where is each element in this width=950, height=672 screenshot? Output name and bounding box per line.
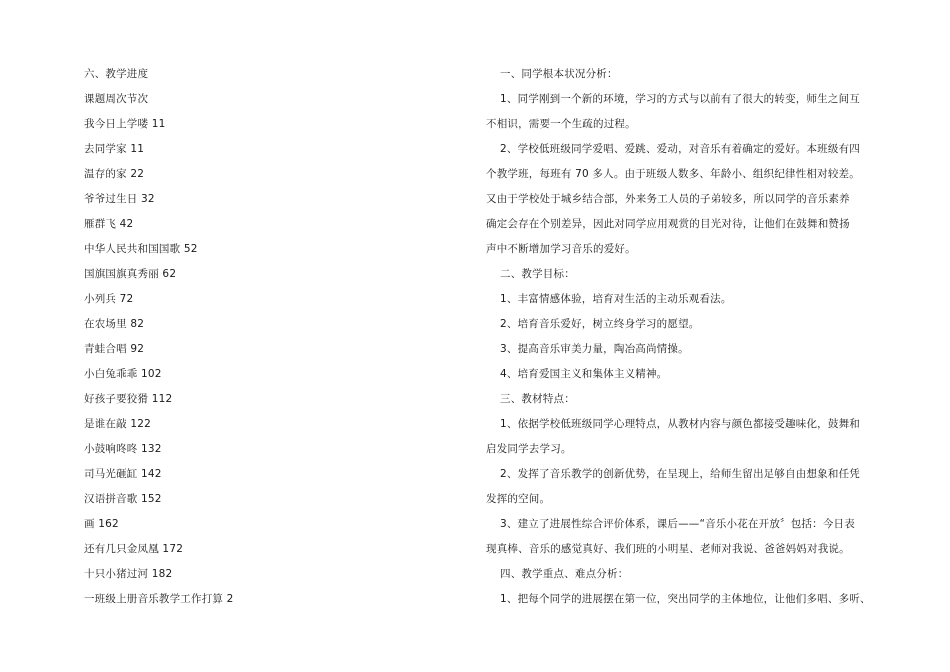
- text-line: 一班级上册音乐教学工作打算 2: [84, 593, 234, 605]
- text-line: 二、教学目标：: [500, 268, 575, 280]
- text-line: 雁群飞 42: [84, 218, 134, 230]
- text-line: 六、教学进度: [84, 68, 149, 80]
- text-line: 四、教学重点、难点分析：: [500, 568, 629, 580]
- text-line: 青蛙合唱 92: [84, 343, 145, 355]
- text-line: 2、学校低班级同学爱唱、爱跳、爱动，对音乐有着确定的爱好。本班级有四: [500, 143, 860, 155]
- text-line: 又由于学校处于城乡结合部，外来务工人员的子弟较多，所以同学的音乐素养: [486, 193, 850, 205]
- text-line: 是谁在敲 122: [84, 418, 151, 430]
- text-line: 国旗国旗真秀丽 62: [84, 268, 177, 280]
- text-line: 画 162: [84, 518, 119, 530]
- text-line: 小白兔乖乖 102: [84, 368, 162, 380]
- text-line: 中华人民共和国国歌 52: [84, 243, 198, 255]
- text-line: 发挥的空间。: [486, 493, 551, 505]
- text-line: 1、同学刚到一个新的环境，学习的方式与以前有了很大的转变，师生之间互: [500, 93, 860, 105]
- text-line: 1、依据学校低班级同学心理特点，从教材内容与颜色都接受趣味化，鼓舞和: [500, 418, 860, 430]
- text-line: 1、丰富情感体验，培育对生活的主动乐观看法。: [500, 293, 732, 305]
- text-line: 声中不断增加学习音乐的爱好。: [486, 243, 636, 255]
- text-line: 课题周次节次: [84, 93, 149, 105]
- text-line: 十只小猪过河 182: [84, 568, 173, 580]
- text-line: 个教学班，每班有 70 多人。由于班级人数多、年龄小、组织纪律性相对较差。: [486, 168, 860, 180]
- text-line: 汉语拼音歌 152: [84, 493, 162, 505]
- text-line: 爷爷过生日 32: [84, 193, 155, 205]
- text-line: 2、发挥了音乐教学的创新优势，在呈现上，给师生留出足够自由想象和任凭: [500, 468, 860, 480]
- text-line: 我今日上学喽 11: [84, 118, 166, 130]
- text-line: 好孩子要狡猾 112: [84, 393, 173, 405]
- text-line: 三、教材特点：: [500, 393, 575, 405]
- text-line: 司马光砸缸 142: [84, 468, 162, 480]
- text-line: 1、把每个同学的进展摆在第一位，突出同学的主体地位，让他们多唱、多听、: [500, 593, 871, 605]
- text-line: 温存的家 22: [84, 168, 145, 180]
- text-line: 现真棒、音乐的感觉真好、我们班的小明星、老师对我说、爸爸妈妈对我说。: [486, 543, 850, 555]
- text-line: 小鼓响咚咚 132: [84, 443, 162, 455]
- text-line: 确定会存在个别差异，因此对同学应用观赏的目光对待，让他们在鼓舞和赞扬: [486, 218, 850, 230]
- text-line: 小列兵 72: [84, 293, 134, 305]
- text-line: 在农场里 82: [84, 318, 145, 330]
- left-column: [84, 62, 424, 612]
- text-line: 3、提高音乐审美力量，陶冶高尚情操。: [500, 343, 689, 355]
- text-line: 不相识，需要一个生疏的过程。: [486, 118, 636, 130]
- text-line: 一、同学根本状况分析：: [500, 68, 618, 80]
- text-line: 去同学家 11: [84, 143, 145, 155]
- text-line: 还有几只金凤凰 172: [84, 543, 184, 555]
- text-line: 3、建立了进展性综合评价体系，课后——“音乐小花在开放〞包括：今日表: [500, 518, 855, 530]
- text-line: 启发同学去学习。: [486, 443, 572, 455]
- text-line: 2、培育音乐爱好，树立终身学习的愿望。: [500, 318, 700, 330]
- text-line: 4、培育爱国主义和集体主义精神。: [500, 368, 668, 380]
- right-column: [486, 62, 881, 612]
